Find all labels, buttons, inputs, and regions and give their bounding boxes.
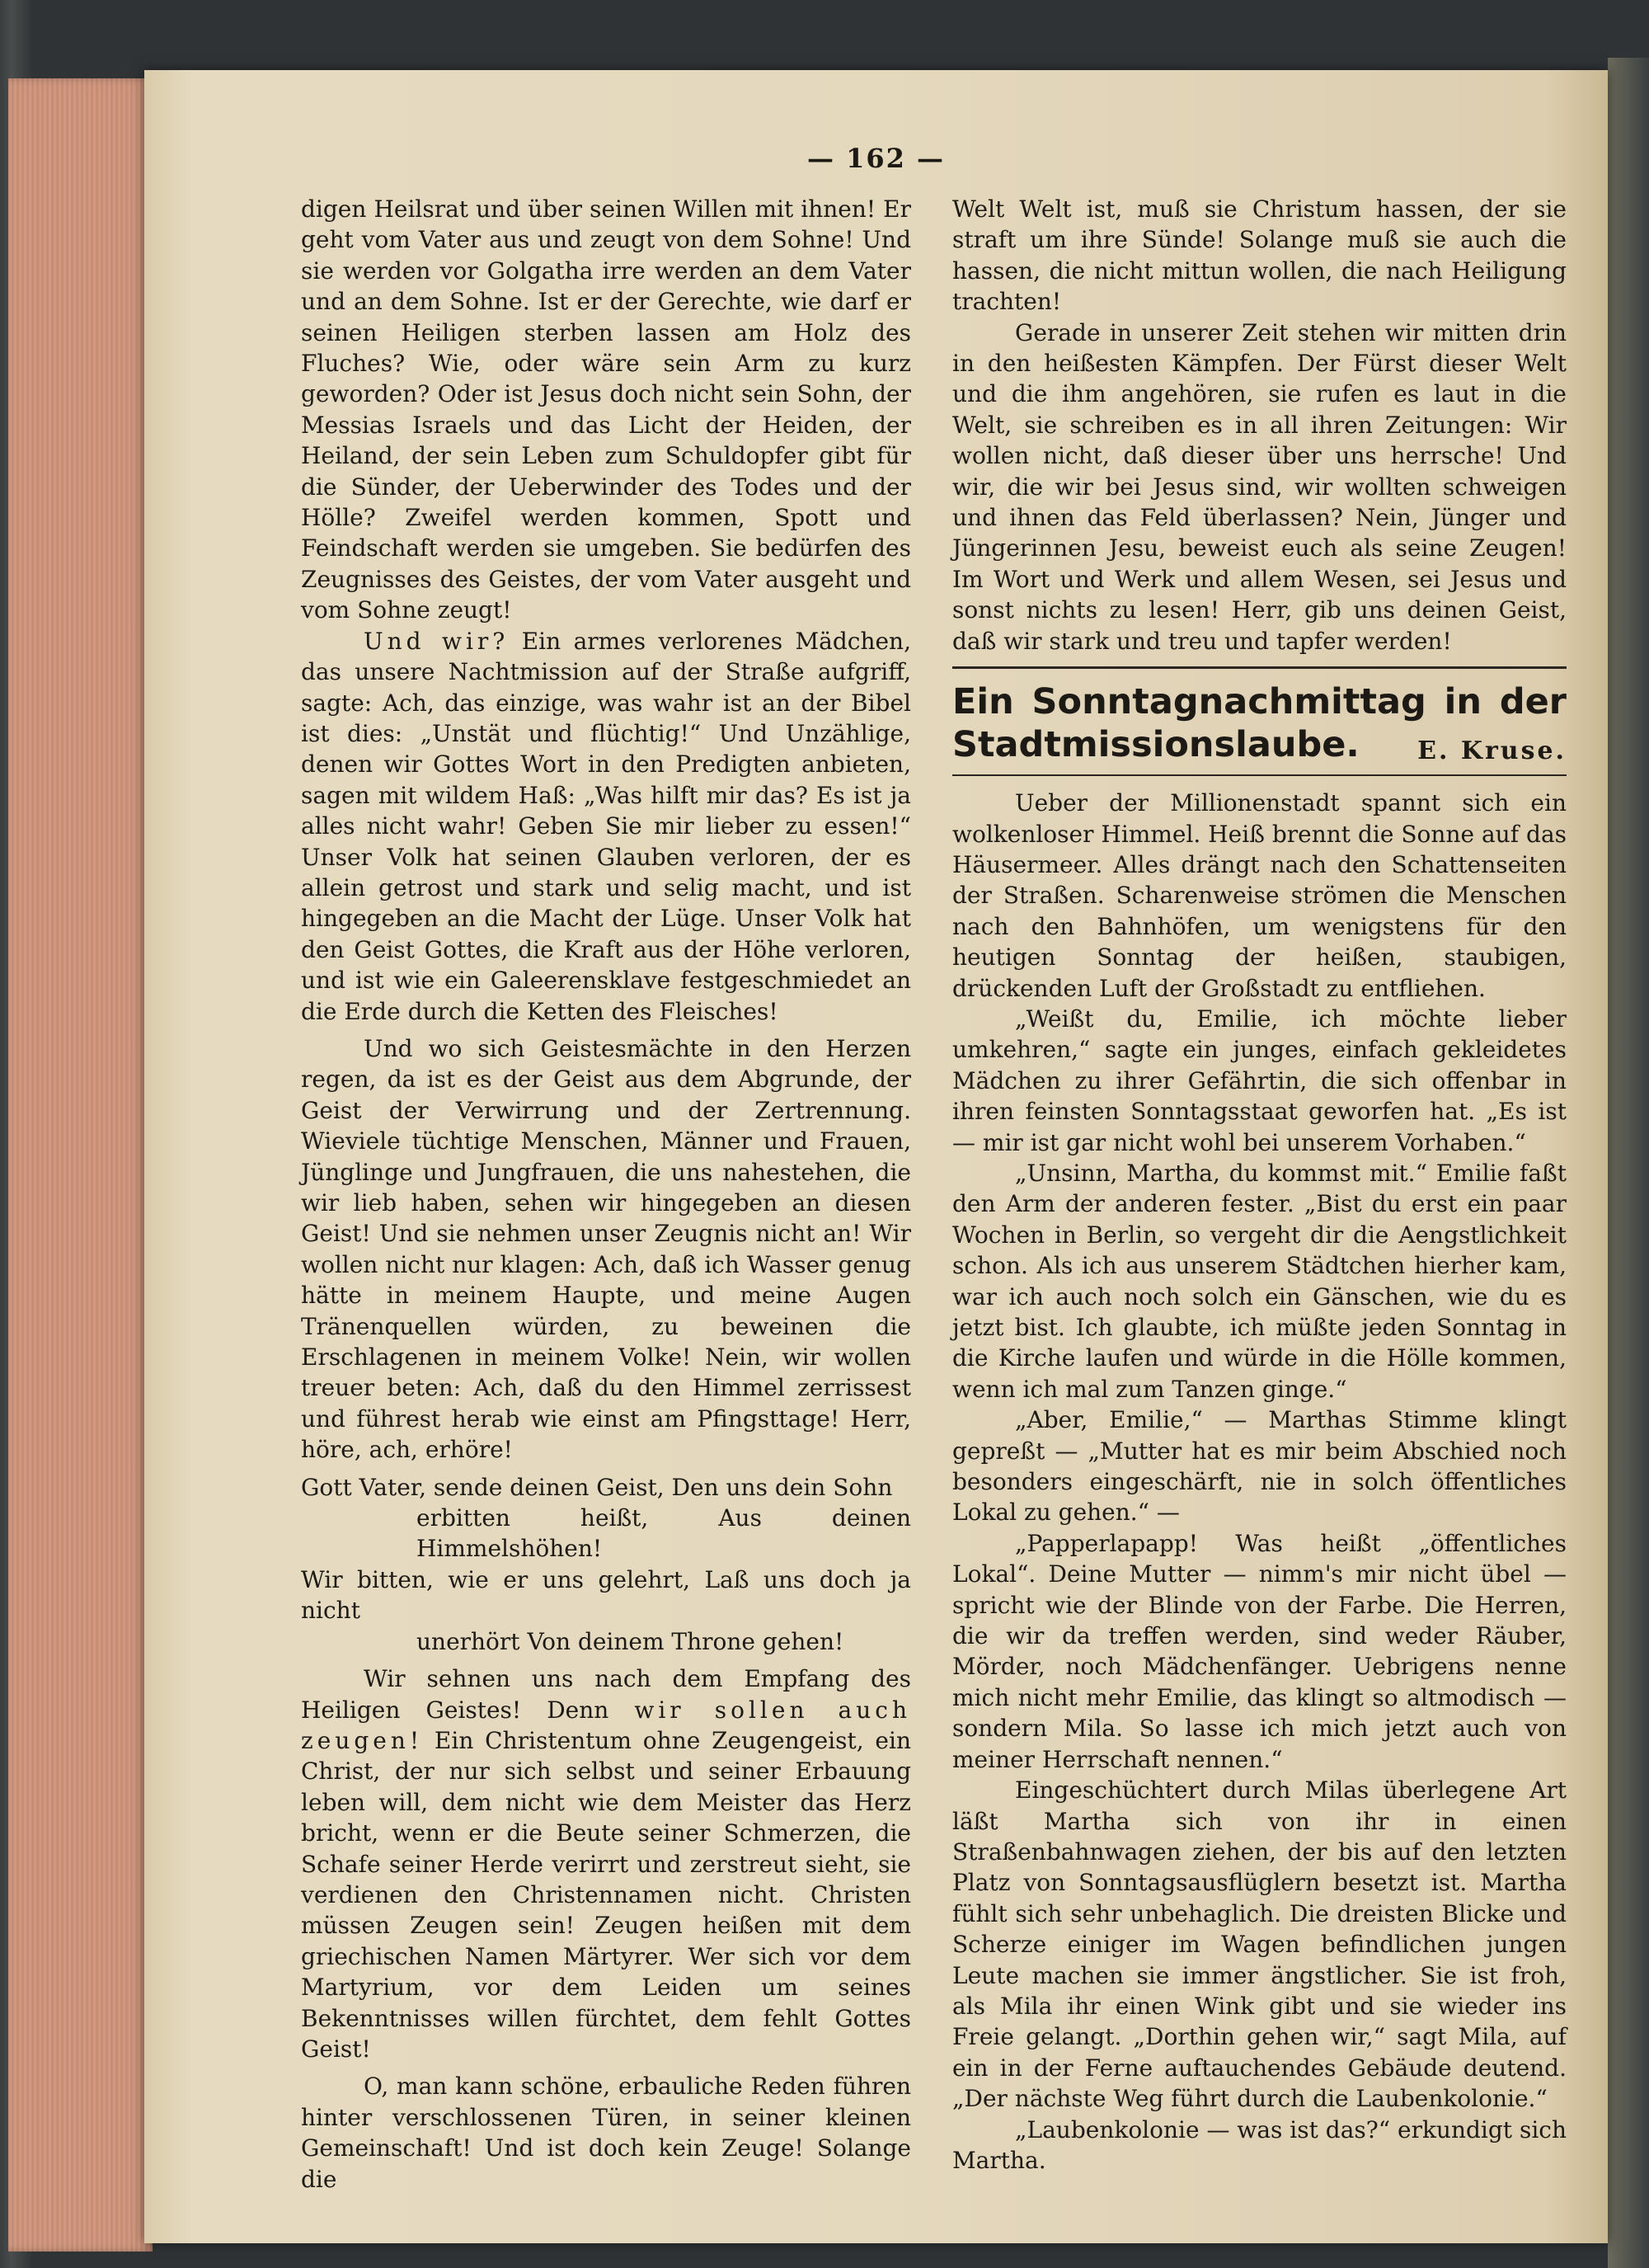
left-column bbox=[301, 194, 911, 2195]
hymn-verse bbox=[301, 1472, 911, 1657]
emphasis-zeugen: wir sollen auch zeugen! bbox=[301, 1696, 911, 1754]
article-heading bbox=[952, 680, 1567, 766]
left-paragraph-4: Wir sehnen uns nach dem Empfang des Heiligen Geistes! Denn wir sollen auch zeugen! Ein Christentum ohne Zeugengeist, ein Christ, der nur sich selbst und seiner Erbauung leben will, dem nicht wie dem Meister das Herz bricht, wenn er die Beute seiner Schmerzen, die Schafe seiner Herde verirrt und zerstreut sieht, sie verdienen den Christennamen nicht. Christen müssen Zeugen sein! Zeugen heißen mit dem griechischen Namen Märtyrer. Wer sich vor dem Martyrium, vor dem Leiden um seines Bekenntnisses willen fürchtet, dem fehlt Gottes Geist! bbox=[301, 1665, 911, 2063]
article-paragraph-1: Ueber der Millionenstadt spannt sich ein wolkenloser Himmel. Heiß brennt die Sonne auf das Häusermeer. Alles drängt nach den Schattenseiten der Straßen. Scharenweise strömen die Menschen nach den Bahnhöfen, um wenigstens für den heutigen Sonntag der heißen, staubigen, drückenden Luft der Großstadt zu entfliehen. bbox=[952, 789, 1567, 1002]
verse-line: Gott Vater, sende deinen Geist, Den uns dein Sohn bbox=[301, 1473, 893, 1501]
left-paragraph-2: Und wir? Ein armes verlorenes Mädchen, das unsere Nachtmission auf der Straße aufgriff, sagte: Ach, das einzige, was wahr ist an der Bibel ist dies: „Unstät und flüchtig!“ Und Unzählige, denen wir Gottes Wort in den Predigten anbieten, sagen mit wildem Haß: „Was hilft mir das? Es ist ja alles nicht wahr! Geben Sie mir lieber zu essen!“ Unser Volk hat seinen Glauben verloren, der es allein getrost und stark und selig macht, und ist hingegeben an die Macht der Lüge. Unser Volk hat den Geist Gottes, die Kraft aus der Höhe verloren, und ist wie ein Galeerensklave festgeschmiedet an die Erde durch die Ketten des Fleisches! bbox=[301, 627, 911, 1025]
book-page bbox=[144, 70, 1608, 2243]
article-paragraph-5: „Papperlapapp! Was heißt „öffentliches Lokal“. Deine Mutter — nimm's mir nicht übel — spricht wie der Blinde von der Farbe. Die Herren, die wir da treffen werden, sind weder Räuber, Mörder, noch Mädchenfänger. Uebrigens nenne mich nicht mehr Emilie, das klingt so altmodisch — sondern Mila. So lasse ich mich jetzt auch von meiner Herrschaft nennen.“ bbox=[952, 1529, 1567, 1773]
heading-rule bbox=[952, 774, 1567, 776]
article-author: E. Kruse. bbox=[1417, 736, 1567, 766]
article-title: Ein Sonntagnachmittag in der Stadtmissionslaube. bbox=[952, 681, 1567, 766]
emphasis-und-wir: Und wir? bbox=[364, 627, 510, 655]
article-paragraph-4: „Aber, Emilie,“ — Marthas Stimme klingt gepreßt — „Mutter hat es mir beim Abschied noch besonders eingeschärft, nie in solch öffentliches Lokal zu gehen.“ — bbox=[952, 1406, 1567, 1527]
right-paragraph-2: Gerade in unserer Zeit stehen wir mitten drin in den heißesten Kämpfen. Der Fürst dieser Welt und die ihm angehören, sie rufen es laut in die Welt, sie schreiben es in all ihren Zeitungen: Wir wollen nicht, daß dieser über uns herrsche! Und wir, die wir bei Jesus sind, wir wollten schweigen und ihnen das Feld überlassen? Nein, Jünger und Jüngerinnen Jesu, beweist euch als seine Zeugen! Im Wort und Werk und allem Wesen, sei Jesus und sonst nichts zu lesen! Herr, gib uns deinen Geist, daß wir stark und treu und tapfer werden! bbox=[952, 318, 1567, 655]
verse-line: Wir bitten, wie er uns gelehrt, Laß uns doch ja nicht bbox=[301, 1565, 911, 1625]
article-paragraph-2: „Weißt du, Emilie, ich möchte lieber umkehren,“ sagte ein junges, einfach gekleidetes Mädchen zu ihrer Gefährtin, die sich offenbar in ihren feinsten Sonntagsstaat geworfen hat. „Es ist — mir ist gar nicht wohl bei unserem Vorhaben.“ bbox=[952, 1005, 1567, 1156]
article-paragraph-6: Eingeschüchtert durch Milas überlegene Art läßt Martha sich von ihr in einen Straßenbahnwagen ziehen, der bis auf den letzten Platz von Sonntagsausflüglern besetzt ist. Martha fühlt sich sehr unbehaglich. Die dreisten Blicke und Scherze einiger im Wagen befindlichen jungen Leute machen sie immer ängstlicher. Sie ist froh, als Mila ihr einen Wink gibt und sie wieder ins Freie gelangt. „Dorthin gehen wir,“ sagt Mila, auf ein in der Ferne auftauchendes Gebäude deutend. „Der nächste Weg führt durch die Laubenkolonie.“ bbox=[952, 1776, 1567, 2113]
section-rule bbox=[952, 666, 1567, 669]
verse-line: erbitten heißt, Aus deinen Himmelshöhen! bbox=[416, 1504, 911, 1563]
left-paragraph-3: Und wo sich Geistesmächte in den Herzen regen, da ist es der Geist aus dem Abgrunde, der Geist der Verwirrung und der Zertrennung. Wieviele tüchtige Menschen, Männer und Frauen, Jünglinge und Jungfrauen, die uns nahestehen, die wir lieb haben, sehen wir hingegeben an diesen Geist! Und sie nehmen unser Zeugnis nicht an! Wir wollen nicht nur klagen: Ach, daß ich Wasser genug hätte in meinem Haupte, und meine Augen Tränenquellen würden, zu beweinen die Erschlagenen in meinem Volke! Nein, wir wollen treuer beten: Ach, daß du den Himmel zerrissest und führest herab wie einst am Pfingsttage! Herr, höre, ach, erhöre! bbox=[301, 1034, 911, 1464]
verse-line: unerhört Von deinem Throne gehen! bbox=[416, 1627, 844, 1655]
page-number: — 162 — bbox=[806, 143, 946, 174]
left-paragraph-1: digen Heilsrat und über seinen Willen mit ihnen! Er geht vom Vater aus und zeugt von dem Sohne! Und sie werden vor Golgatha irre werden an dem Vater und an dem Sohne. Ist er der Gerechte, wie darf er seinen Heiligen sterben lassen am Holz des Fluches? Wie, oder wäre sein Arm zu kurz geworden? Oder ist Jesus doch nicht sein Sohn, der Messias Israels und das Licht der Heiden, der Heiland, der sein Leben zum Schuldopfer gibt für die Sünder, der Ueberwinder des Todes und der Hölle? Zweifel werden kommen, Spott und Feindschaft werden sie umgeben. Sie bedürfen des Zeugnisses des Geistes, der vom Vater ausgeht und vom Sohne zeugt! bbox=[301, 195, 911, 624]
page-edge-stack bbox=[8, 78, 153, 2252]
article-paragraph-7: „Laubenkolonie — was ist das?“ erkundigt sich Martha. bbox=[952, 2115, 1567, 2174]
book-cover-edge bbox=[1608, 58, 1649, 2268]
article-paragraph-3: „Unsinn, Martha, du kommst mit.“ Emilie faßt den Arm der anderen fester. „Bist du erst ein paar Wochen in Berlin, so vergeht dir die Aengstlichkeit schon. Als ich aus unserem Städtchen hierher kam, war ich auch noch solch ein Gänschen, wie du es jetzt bist. Ich glaubte, ich müßte jeden Sonntag in die Kirche laufen und würde in die Hölle kommen, wenn ich mal zum Tanzen ginge.“ bbox=[952, 1159, 1567, 1403]
left-paragraph-5: O, man kann schöne, erbauliche Reden führen hinter verschlossenen Türen, in seiner kleinen Gemeinschaft! Und ist doch kein Zeuge! Solange die bbox=[301, 2073, 911, 2193]
right-paragraph-1: Welt Welt ist, muß sie Christum hassen, der sie straft um ihre Sünde! Solange muß sie auch die hassen, die nicht mittun wollen, die nach Heiligung trachten! bbox=[952, 195, 1567, 316]
right-column bbox=[952, 194, 1567, 2176]
